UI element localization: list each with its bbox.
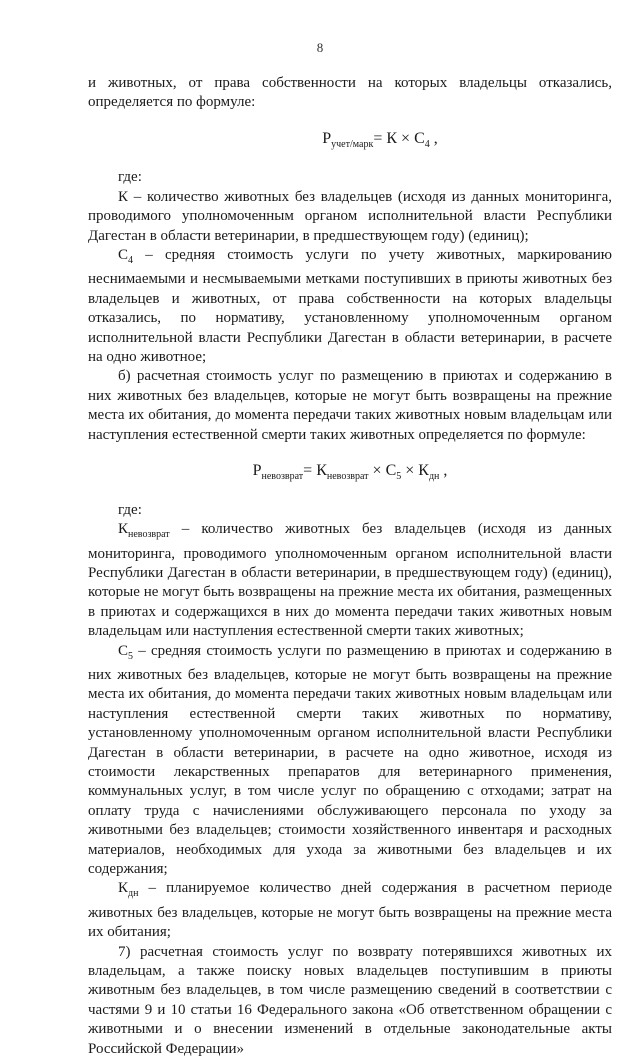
formula-symbol: Р [252, 462, 262, 480]
paragraph-intro: и животных, от права собственности на которых владельцы отказались, определяется по формуле: [88, 75, 612, 111]
definition-subscript: 4 [128, 255, 134, 267]
paragraph-item-6: б) расчетная стоимость услуг по размещению в приютах и содержанию в них животных без владельцев, которые не могут быть возвращены на прежние места их обитания, до момента передачи таких животных новым владельцам или наступления естественной смерти таких животных определяется по формуле: [88, 368, 612, 443]
definition-symbol: С [118, 642, 129, 659]
formula-registration [88, 113, 612, 169]
definition-symbol: С [118, 247, 129, 264]
document-body [88, 74, 612, 1059]
definition-subscript: 5 [128, 650, 134, 662]
formula-tail: , [439, 462, 448, 480]
definition-c4 [88, 246, 612, 367]
definition-text: – количество животных без владельцев (исходя из данных мониторинга, проводимого уполномоченным органом исполнительной власти Республики Дагестан в области ветеринарии, в предшествующем году) (единиц), которые не могут быть возвращены на прежние места их обитания, размещенных в приютах и содержащихся в них до момента передачи таких животных новым владельцам или наступления естественной смерти таких животных; [88, 521, 612, 640]
formula-shelter [88, 445, 612, 501]
formula-subscript: невозврат [326, 471, 369, 483]
formula-tail: , [429, 129, 438, 147]
formula-part: = К [303, 462, 327, 480]
definition-symbol: К [118, 521, 129, 538]
definition-text: – планируемое количество дней содержания в расчетном периоде животных без владельцев, которые не могут быть возвращены на прежние места их обитания; [88, 880, 612, 941]
definition-subscript: дн [128, 888, 139, 900]
formula-part: × С [368, 462, 397, 480]
formula-symbol: Р [322, 129, 332, 147]
formula-subscript: учет/марк [331, 139, 374, 150]
definition-c5 [88, 642, 612, 880]
formula-subscript: 5 [396, 471, 402, 483]
definition-text: – средняя стоимость услуги по учету животных, маркированию неснимаемыми и несмываемыми метками поступивших в приюты животных без владельцев и животных, от права собственности на которых владельцы отказались, по нормативу, установленному уполномоченным органом исполнительной власти Республики Дагестан в области ветеринарии, в расчете на одно животное; [88, 247, 612, 366]
where-label: где: [118, 501, 142, 518]
definition-k: К – количество животных без владельцев (исходя из данных мониторинга, проводимого уполномоченным органом исполнительной власти Республики Дагестан в области ветеринарии, в предшествующем году) (единиц); [88, 188, 612, 244]
definition-k-nevozvrat [88, 520, 612, 641]
where-label: где: [118, 169, 142, 186]
page-number: 8 [316, 40, 324, 55]
paragraph-item-7: 7) расчетная стоимость услуг по возврату потерявшихся животных их владельцам, а также поиску новых владельцев поступившим в приюты животным без владельцев, в том числе размещению сведений в соответствии с частями 9 и 10 статьи 16 Федерального закона «Об ответственном обращении с животными и о внесении изменений в отдельные законодательные акты Российской Федерации» [88, 943, 612, 1057]
formula-part: × К [401, 462, 429, 480]
formula-rhs: = К × С [373, 129, 425, 147]
definition-symbol: К [118, 880, 129, 897]
definition-kdn [88, 879, 612, 942]
definition-text: – средняя стоимость услуги по размещению в приютах и содержанию в них животных без владельцев, которые не могут быть возвращены на прежние места их обитания, до момента передачи таких животных новым владельцам или наступления естественной смерти таких животных по нормативу, установленному уполномоченным органом исполнительной власти Республики Дагестан в области ветеринарии, в расчете на одно животное, исходя из стоимости лекарственных препаратов для ветеринарного применения, коммунальных услуг, в том числе услуг по обращению с отходами; затрат на оплату труда с начислениями обслуживающего персонала по уходу за животными без владельцев; стоимости хозяйственного инвентаря и расходных материалов, необходимых для ухода за животными без владельцев и их содержания; [88, 642, 612, 877]
formula-subscript: 4 [424, 139, 430, 150]
formula-subscript: дн [428, 471, 440, 483]
definition-subscript: невозврат [128, 529, 170, 541]
formula-subscript: невозврат [261, 471, 304, 483]
